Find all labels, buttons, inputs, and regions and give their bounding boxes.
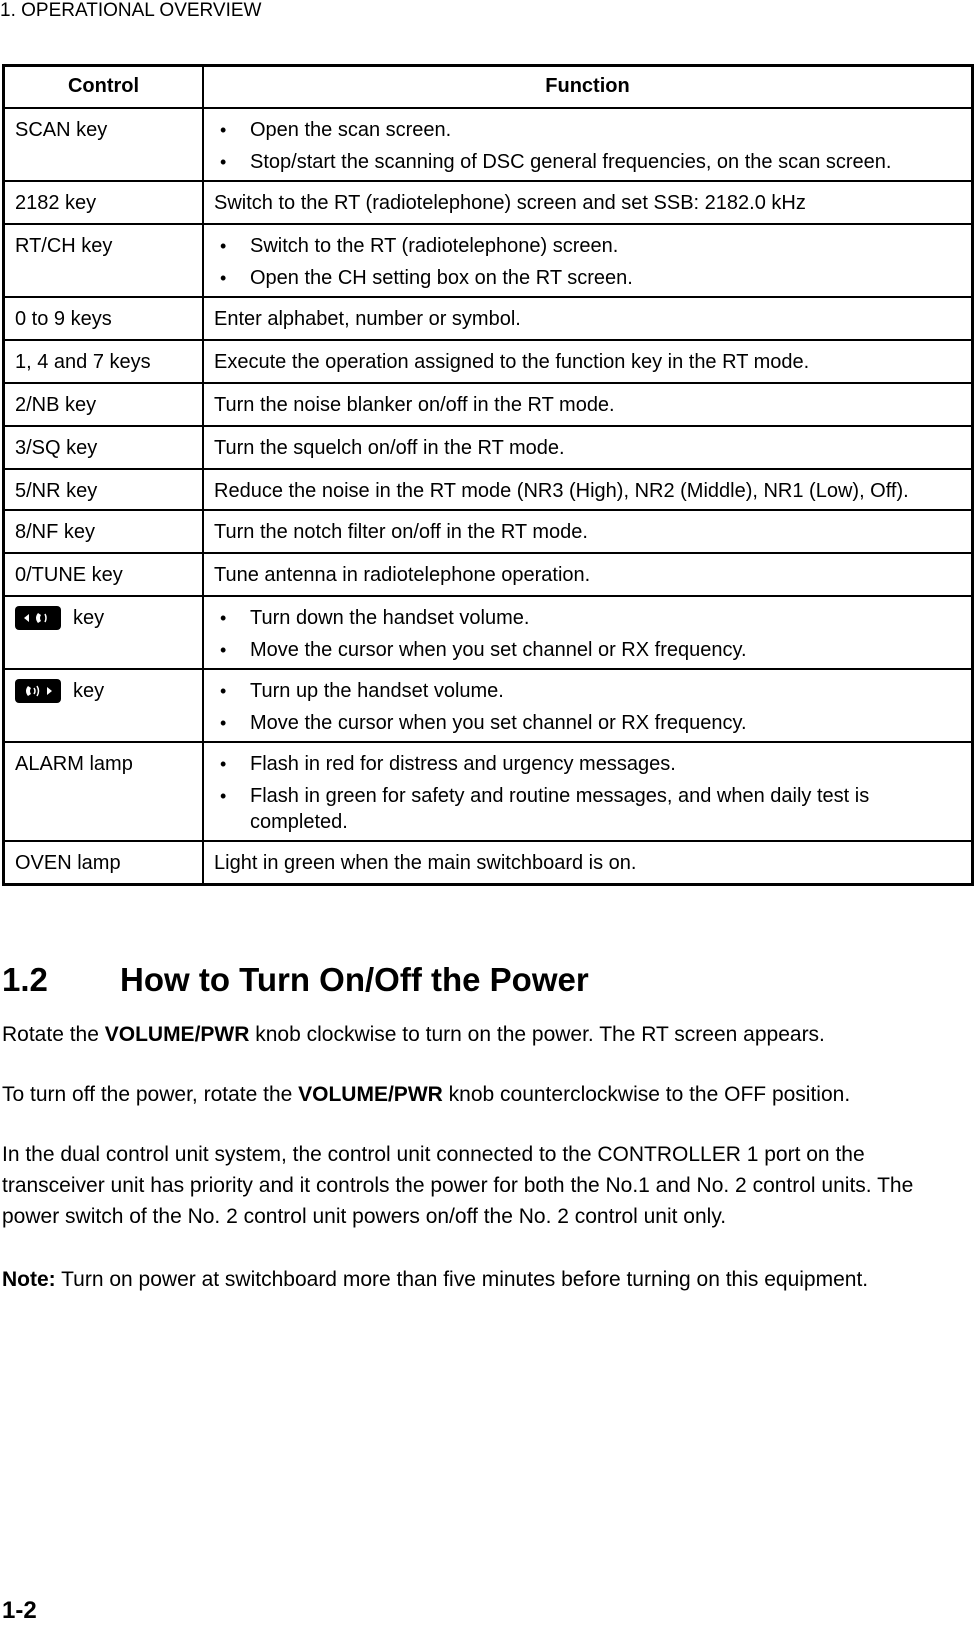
function-cell: Tune antenna in radiotelephone operation. [203, 553, 973, 596]
control-cell: SCAN key [4, 108, 204, 181]
note-paragraph [2, 1264, 972, 1295]
table-row [4, 297, 973, 340]
function-cell: Switch to the RT (radiotelephone) screen and set SSB: 2182.0 kHz [203, 181, 973, 224]
table-row [4, 553, 973, 596]
control-cell [4, 596, 204, 669]
table-row [4, 383, 973, 426]
control-cell: 8/NF key [4, 510, 204, 553]
handset-volume-up-icon [15, 679, 61, 703]
note-label: Note: [2, 1268, 56, 1291]
function-bullet: • Open the CH setting box on the RT screen. [214, 265, 961, 291]
paragraph-text: To turn off the power, rotate the [2, 1083, 299, 1106]
control-cell: 0/TUNE key [4, 553, 204, 596]
control-cell: RT/CH key [4, 224, 204, 297]
table-row [4, 340, 973, 383]
control-cell: 3/SQ key [4, 426, 204, 469]
running-head: 1. OPERATIONAL OVERVIEW [0, 0, 262, 21]
function-cell [203, 742, 973, 841]
function-cell [203, 108, 973, 181]
paragraph-dual-control: In the dual control unit system, the control unit connected to the CONTROLLER 1 port on the transceiver unit has priority and it controls the power for both the No.1 and No. 2 control units. The power switch of the No. 2 control unit powers on/off the No. 2 control unit only. [2, 1143, 914, 1228]
control-cell: ALARM lamp [4, 742, 204, 841]
function-cell: Reduce the noise in the RT mode (NR3 (High), NR2 (Middle), NR1 (Low), Off). [203, 469, 973, 510]
function-bullet: • Turn down the handset volume. [214, 605, 961, 631]
table-row [4, 841, 973, 885]
note-text: Turn on power at switchboard more than five minutes before turning on this equipment. [55, 1268, 869, 1291]
knob-name: VOLUME/PWR [298, 1083, 443, 1106]
control-cell: 5/NR key [4, 469, 204, 510]
function-cell [203, 669, 973, 742]
function-bullet: • Open the scan screen. [214, 117, 961, 143]
control-cell [4, 669, 204, 742]
section-heading [2, 960, 589, 1000]
function-bullet-list [214, 678, 961, 736]
table-row [4, 224, 973, 297]
function-cell [203, 596, 973, 669]
table-row [4, 181, 973, 224]
function-cell: Turn the notch filter on/off in the RT mode. [203, 510, 973, 553]
function-cell: Execute the operation assigned to the function key in the RT mode. [203, 340, 973, 383]
function-bullet: • Move the cursor when you set channel or RX frequency. [214, 637, 961, 663]
control-label: key [73, 607, 105, 629]
paragraph-power-off [2, 1079, 972, 1110]
paragraph-text: knob counterclockwise to the OFF position. [442, 1083, 851, 1106]
control-cell: 2/NB key [4, 383, 204, 426]
function-bullet: • Switch to the RT (radiotelephone) screen. [214, 233, 961, 259]
section-number: 1.2 [2, 961, 48, 998]
control-cell: 1, 4 and 7 keys [4, 340, 204, 383]
paragraph-text: knob clockwise to turn on the power. The RT screen appears. [249, 1023, 825, 1046]
function-cell: Turn the squelch on/off in the RT mode. [203, 426, 973, 469]
table-row [4, 596, 973, 669]
paragraph-power-on [2, 1019, 972, 1050]
function-bullet-list [214, 233, 961, 291]
function-bullet-list [214, 605, 961, 663]
paragraph-text: Rotate the [2, 1023, 105, 1046]
section-title: How to Turn On/Off the Power [120, 961, 589, 998]
control-label: key [73, 680, 105, 702]
function-bullet: • Flash in red for distress and urgency messages. [214, 751, 961, 777]
control-cell: 2182 key [4, 181, 204, 224]
handset-volume-down-icon [15, 606, 61, 630]
page-number: 1-2 [2, 1597, 37, 1624]
function-bullet-list [214, 751, 961, 835]
function-cell: Light in green when the main switchboard is on. [203, 841, 973, 885]
control-cell: 0 to 9 keys [4, 297, 204, 340]
function-bullet: • Stop/start the scanning of DSC general frequencies, on the scan screen. [214, 149, 961, 175]
table-row [4, 426, 973, 469]
table-row [4, 108, 973, 181]
function-bullet: • Flash in green for safety and routine messages, and when daily test is completed. [214, 783, 961, 835]
column-header-control: Control [4, 66, 204, 109]
function-cell [203, 224, 973, 297]
function-cell: Enter alphabet, number or symbol. [203, 297, 973, 340]
table-row [4, 669, 973, 742]
function-bullet: • Move the cursor when you set channel or RX frequency. [214, 710, 961, 736]
table-header-row [4, 66, 973, 109]
table-row [4, 510, 973, 553]
knob-name: VOLUME/PWR [104, 1023, 250, 1046]
control-cell: OVEN lamp [4, 841, 204, 885]
table-row [4, 469, 973, 510]
column-header-function: Function [203, 66, 973, 109]
control-function-table [2, 64, 974, 886]
function-bullet: • Turn up the handset volume. [214, 678, 961, 704]
table-row [4, 742, 973, 841]
function-cell: Turn the noise blanker on/off in the RT mode. [203, 383, 973, 426]
function-bullet-list [214, 117, 961, 175]
